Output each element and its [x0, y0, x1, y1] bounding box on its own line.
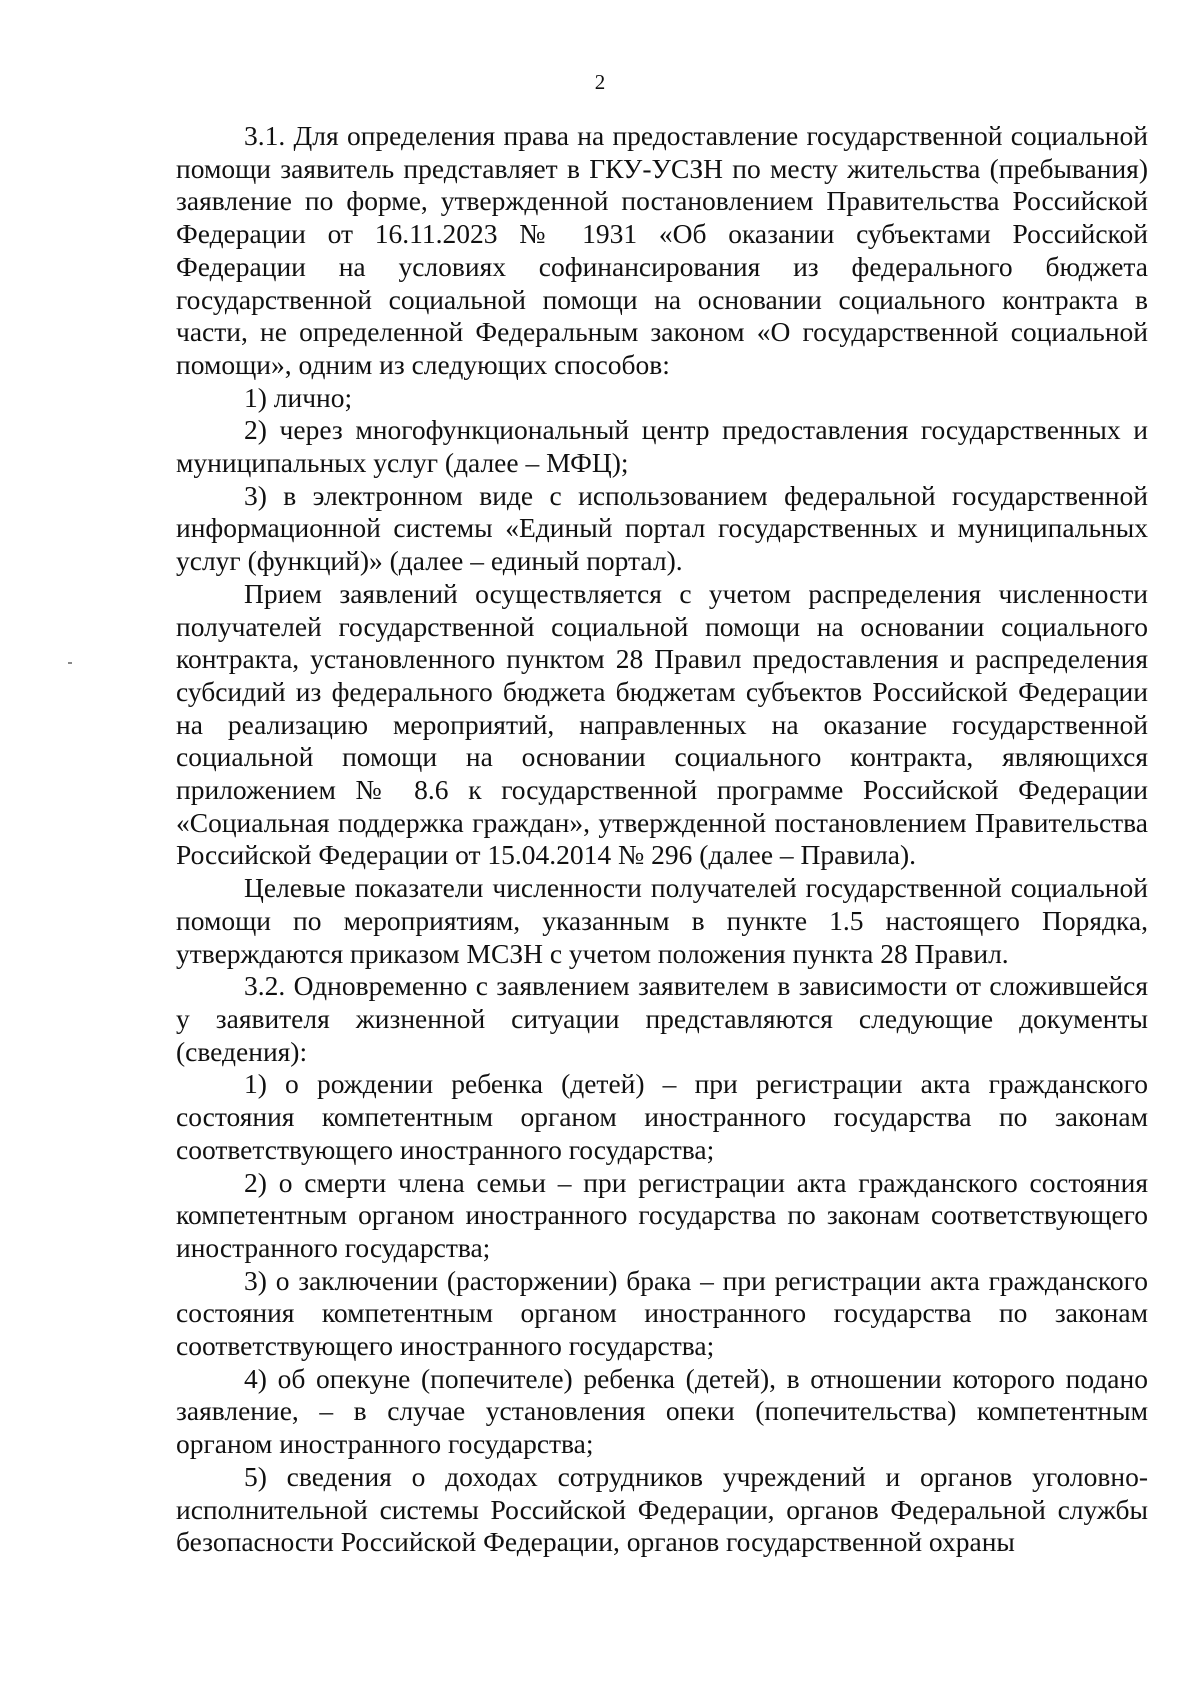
scan-speck — [68, 662, 72, 664]
page-number: 2 — [594, 70, 606, 94]
document-body — [176, 120, 1148, 1559]
list-item-3-electronic: 3) в электронном виде с использованием федеральной государственной информационной системы «Единый портал государственных и муниципальных услуг (функций)» (далее – единый портал). — [176, 479, 1148, 577]
paragraph-application-intake: Прием заявлений осуществляется с учетом распределения численности получателей государственной социальной помощи на основании социального контракта, установленного пунктом 28 Правил предоставления и распределения субсидий из федерального бюджета бюджетам субъектов Российской Федерации на реализацию мероприятий, направленных на оказание государственной социальной помощи на основании социального контракта, являющихся приложением № 8.6 к государственной программе Российской Федерации «Социальная поддержка граждан», утвержденной постановлением Правительства Российской Федерации от 15.04.2014 № 296 (далее – Правила). — [176, 577, 1148, 871]
paragraph-target-indicators: Целевые показатели численности получателей государственной социальной помощи по мероприятиям, указанным в пункте 1.5 настоящего Порядка, утверждаются приказом МСЗН с учетом положения пункта 28 Правил. — [176, 872, 1148, 969]
doc-item-4-guardian: 4) об опекуне (попечителе) ребенка (детей), в отношении которого подано заявление, – в случае установления опеки (попечительства) компетентным органом иностранного государства; — [176, 1362, 1148, 1460]
list-item-2-mfc: 2) через многофункциональный центр предоставления государственных и муниципальных услуг (далее – МФЦ); — [176, 414, 1148, 479]
list-item-1-in-person: 1) лично; — [244, 381, 353, 413]
doc-item-3-marriage: 3) о заключении (расторжении) брака – при регистрации акта гражданского состояния компетентным органом иностранного государства по законам соответствующего иностранного государства; — [176, 1264, 1148, 1362]
doc-item-5-income: 5) сведения о доходах сотрудников учреждений и органов уголовно-исполнительной системы Российской Федерации, органов Федеральной службы безопасности Российской Федерации, органов государственной охраны — [176, 1460, 1148, 1558]
paragraph-3-2: 3.2. Одновременно с заявлением заявителем в зависимости от сложившейся у заявителя жизненной ситуации представляются следующие документы (сведения): — [176, 970, 1148, 1067]
doc-item-1-birth: 1) о рождении ребенка (детей) – при регистрации акта гражданского состояния компетентным органом иностранного государства по законам соответствующего иностранного государства; — [176, 1068, 1148, 1165]
paragraph-3-1: 3.1. Для определения права на предоставление государственной социальной помощи заявитель представляет в ГКУ-УСЗН по месту жительства (пребывания) заявление по форме, утвержденной постановлением Правительства Российской Федерации от 16.11.2023 № 1931 «Об оказании субъектами Российской Федерации на условиях софинансирования из федерального бюджета государственной социальной помощи на основании социального контракта в части, не определенной Федеральным законом «О государственной социальной помощи», одним из следующих способов: — [176, 120, 1148, 380]
doc-item-2-death: 2) о смерти члена семьи – при регистрации акта гражданского состояния компетентным органом иностранного государства по законам соответствующего иностранного государства; — [176, 1166, 1148, 1263]
